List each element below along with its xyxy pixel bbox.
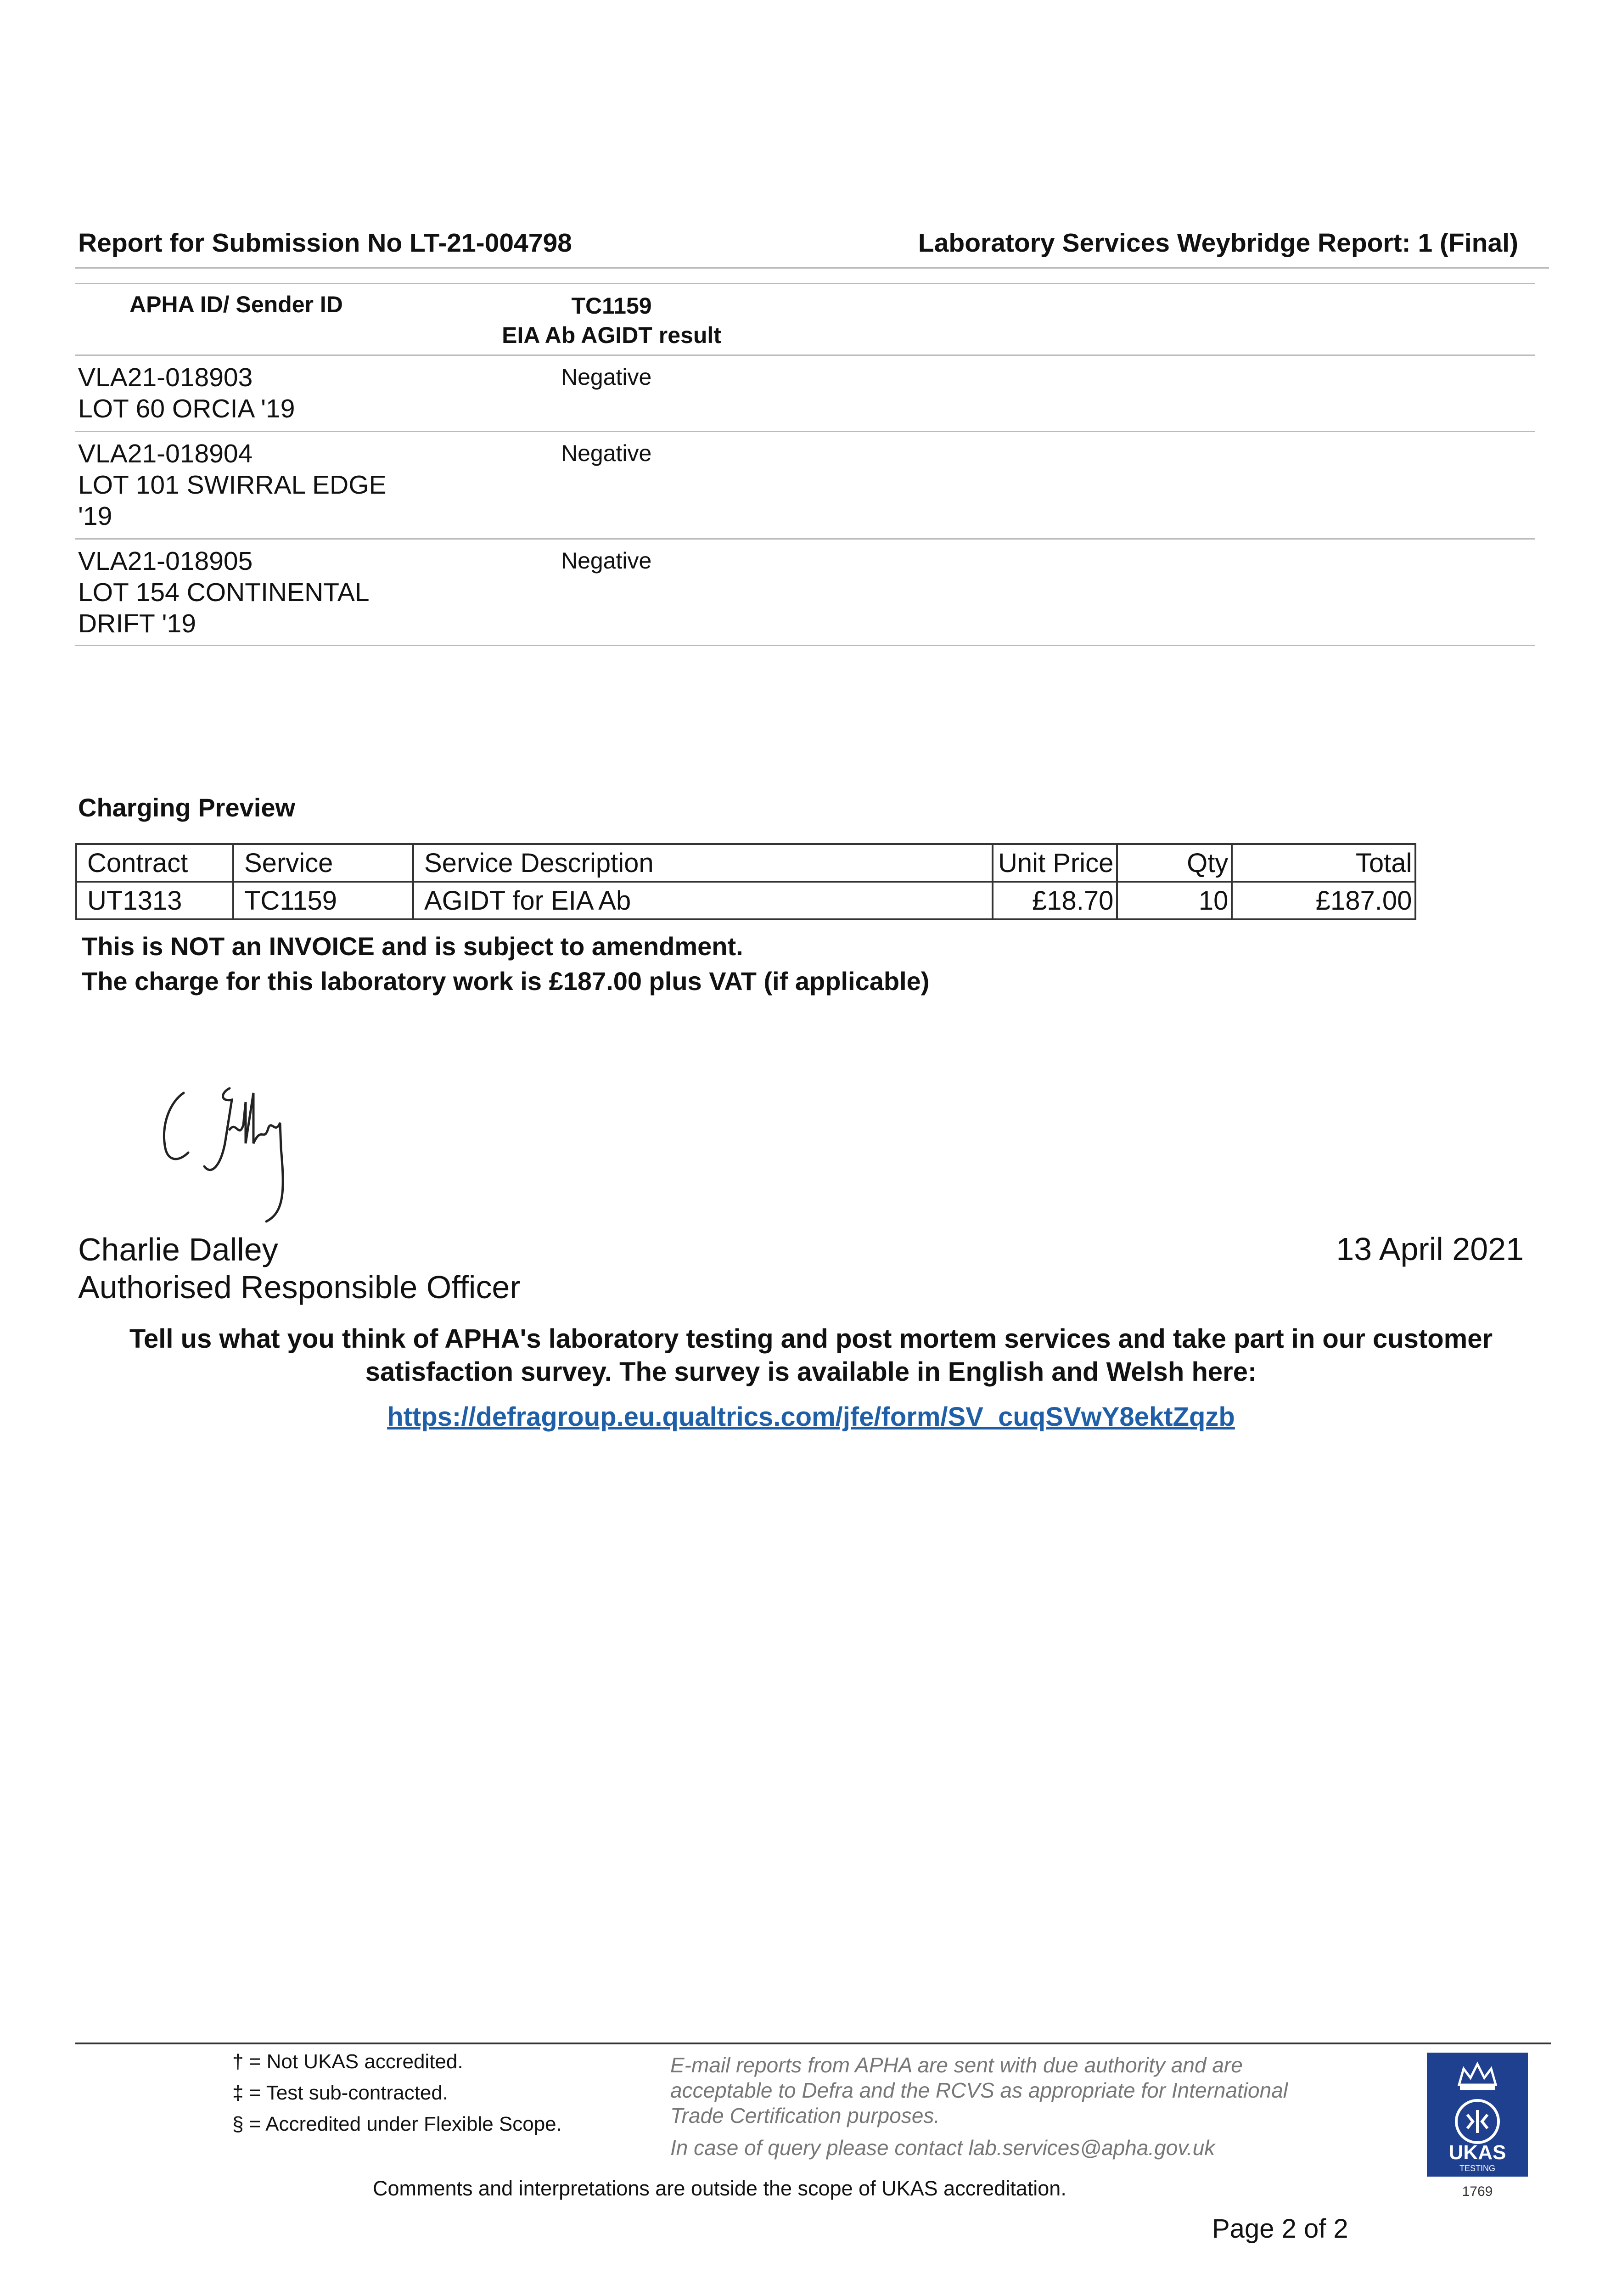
contact-note: In case of query please contact lab.services@apha.gov.uk <box>670 2136 1215 2160</box>
sample-id: VLA21-018903 <box>78 363 253 392</box>
column-header-test-code: TC1159 <box>571 293 652 319</box>
signatory <box>78 1231 521 1306</box>
header-unit-price: Unit Price <box>993 844 1117 882</box>
charging-table <box>75 843 1416 920</box>
sample-id: VLA21-018905 <box>78 546 253 576</box>
sender-id: LOT 60 ORCIA '19 <box>78 394 295 423</box>
cell-service: TC1159 <box>233 882 413 919</box>
result-value: Negative <box>561 364 652 390</box>
email-note-line: Trade Certification purposes. <box>670 2104 940 2127</box>
ukas-label: UKAS <box>1448 2141 1506 2164</box>
footer-legend <box>232 2046 562 2140</box>
legend-item: § = Accredited under Flexible Scope. <box>232 2113 562 2135</box>
table-row <box>78 438 445 532</box>
header-contract: Contract <box>76 844 233 882</box>
row-divider <box>75 645 1535 646</box>
header-description: Service Description <box>413 844 993 882</box>
sender-id: LOT 101 SWIRRAL EDGE <box>78 470 387 500</box>
header-service: Service <box>233 844 413 882</box>
sender-id-continued: DRIFT '19 <box>78 609 196 638</box>
ukas-sub-label: TESTING <box>1459 2164 1496 2173</box>
survey-invitation <box>78 1322 1544 1389</box>
ukas-crown-icon <box>1427 2053 1528 2204</box>
signatory-role: Authorised Responsible Officer <box>78 1269 521 1305</box>
survey-line-1: Tell us what you think of APHA's laboratory testing and post mortem services and take part in our customer <box>129 1324 1493 1354</box>
results-top-divider <box>75 283 1535 284</box>
survey-link[interactable]: https://defragroup.eu.qualtrics.com/jfe/form/SV_cuqSVwY8ektZqzb <box>387 1402 1235 1432</box>
cell-qty: 10 <box>1117 882 1232 919</box>
ukas-comments-note: Comments and interpretations are outside the scope of UKAS accreditation. <box>373 2177 1066 2200</box>
charge-summary: The charge for this laboratory work is £187.00 plus VAT (if applicable) <box>82 967 930 996</box>
row-divider <box>75 431 1535 432</box>
footer-divider <box>75 2043 1551 2044</box>
results-header-divider <box>75 355 1535 356</box>
column-header-test <box>492 291 731 350</box>
sender-id-continued: '19 <box>78 501 112 531</box>
ukas-number: 1769 <box>1462 2184 1493 2199</box>
column-header-test-name: EIA Ab AGIDT result <box>502 322 721 348</box>
table-row <box>78 546 445 639</box>
charging-preview-title: Charging Preview <box>78 793 296 822</box>
header-qty: Qty <box>1117 844 1232 882</box>
cell-description: AGIDT for EIA Ab <box>413 882 993 919</box>
cell-contract: UT1313 <box>76 882 233 919</box>
sender-id: LOT 154 CONTINENTAL <box>78 578 370 607</box>
report-date: 13 April 2021 <box>1336 1231 1524 1267</box>
report-lab-title: Laboratory Services Weybridge Report: 1 (Final) <box>918 228 1518 258</box>
signatory-name: Charlie Dalley <box>78 1232 278 1267</box>
handwritten-signature <box>152 1075 326 1231</box>
column-header-id: APHA ID/ Sender ID <box>129 292 343 317</box>
email-note-line: acceptable to Defra and the RCVS as appropriate for International <box>670 2078 1288 2102</box>
header-divider <box>75 267 1549 269</box>
invoice-disclaimer: This is NOT an INVOICE and is subject to amendment. <box>82 932 743 961</box>
email-note-line: E-mail reports from APHA are sent with due authority and are <box>670 2053 1243 2077</box>
legend-item: † = Not UKAS accredited. <box>232 2050 463 2073</box>
survey-line-2: satisfaction survey. The survey is available in English and Welsh here: <box>365 1357 1257 1387</box>
sample-id: VLA21-018904 <box>78 439 253 468</box>
row-divider <box>75 538 1535 540</box>
email-report-note <box>670 2053 1359 2128</box>
table-row <box>78 362 445 424</box>
charging-row <box>76 882 1415 919</box>
charging-header-row <box>76 844 1415 882</box>
report-submission-title: Report for Submission No LT-21-004798 <box>78 228 572 258</box>
cell-unit-price: £18.70 <box>993 882 1117 919</box>
result-value: Negative <box>561 440 652 466</box>
header-total: Total <box>1232 844 1415 882</box>
page-number: Page 2 of 2 <box>1212 2214 1348 2244</box>
legend-item: ‡ = Test sub-contracted. <box>232 2082 449 2104</box>
result-value: Negative <box>561 548 652 574</box>
ukas-logo <box>1427 2053 1528 2204</box>
cell-total: £187.00 <box>1232 882 1415 919</box>
